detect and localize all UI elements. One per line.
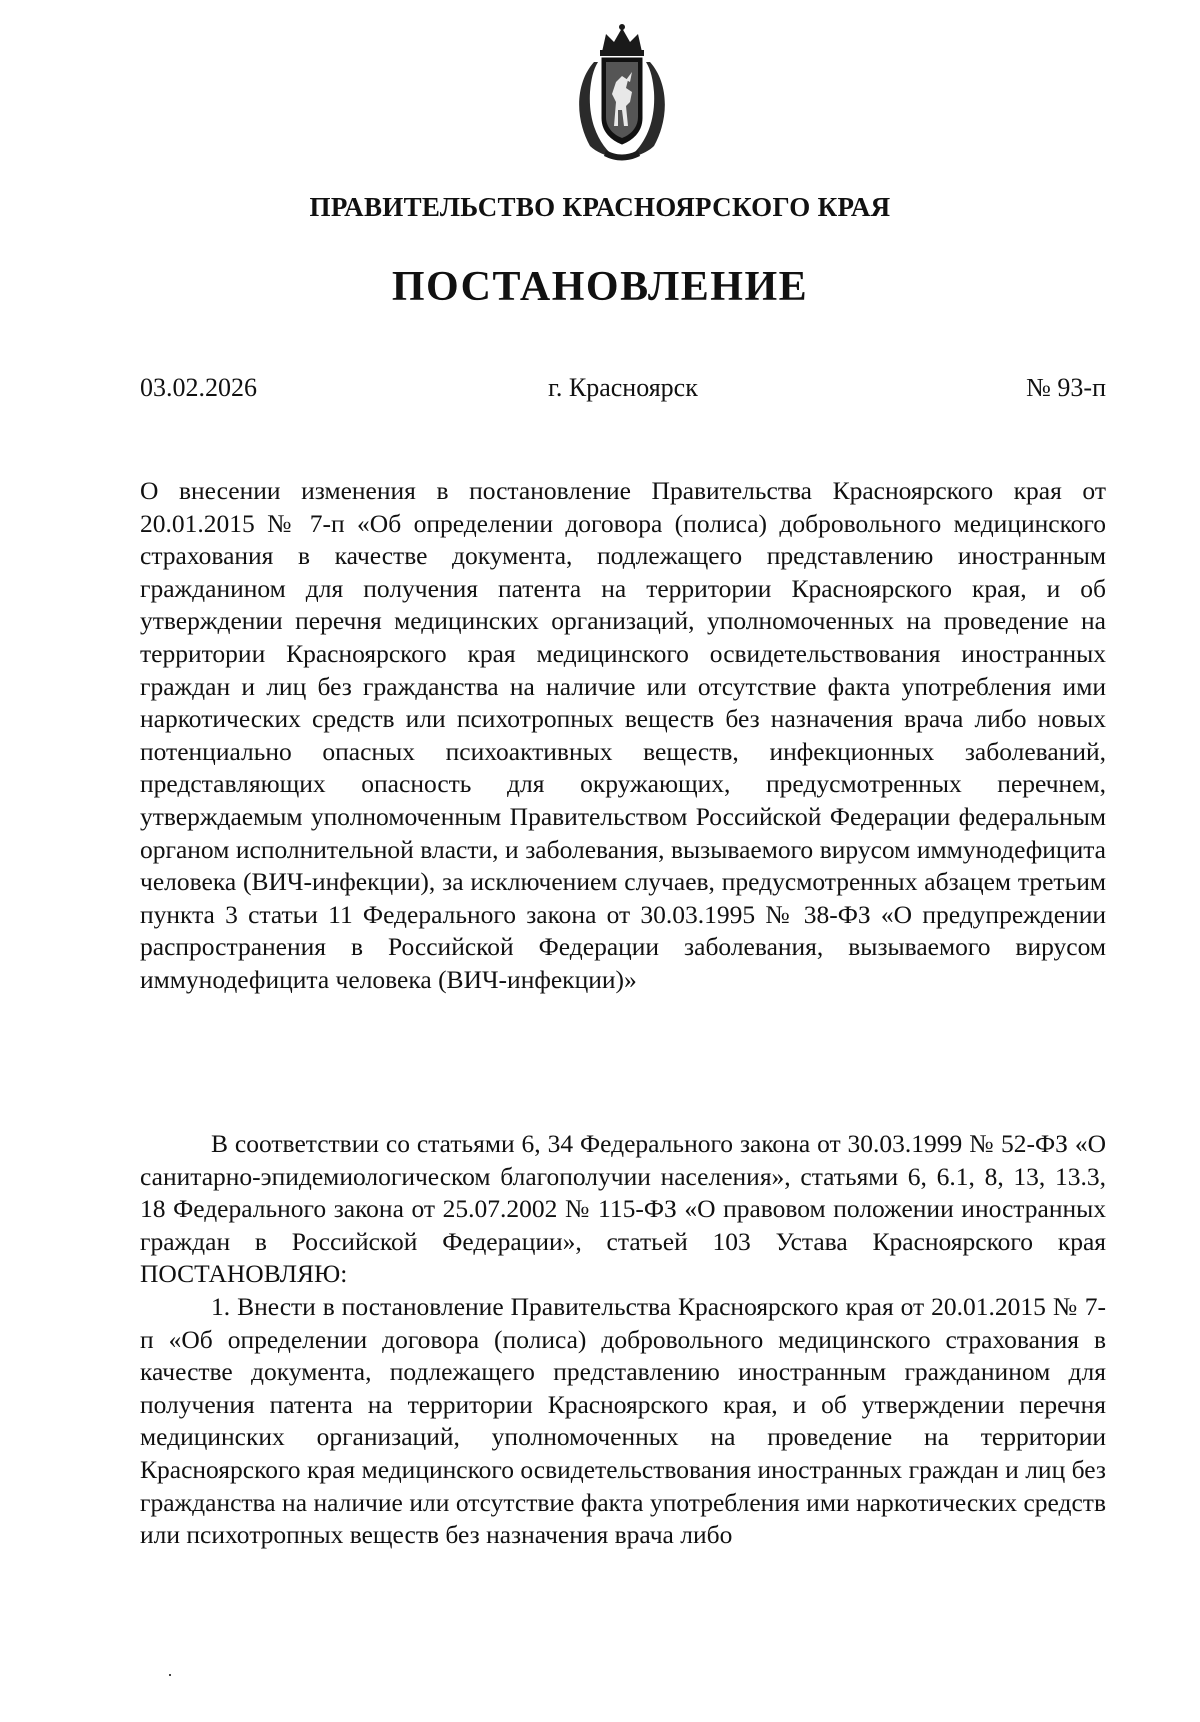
document-meta-row [140, 373, 1106, 407]
document-main-text [140, 1128, 1106, 1552]
document-subject: О внесении изменения в постановление Правительства Красноярского края от 20.01.2015 № 7-п «Об определении договора (полиса) добровольного медицинского страхования в качестве документа, подлежащего представлению иностранным гражданином для получения патента на территории Красноярского края, и об утверждении перечня медицинских организаций, уполномоченных на проведение на территории Красноярского края медицинского освидетельствования иностранных граждан и лиц без гражданства на наличие или отсутствие факта употребления ими наркотических средств или психотропных веществ без назначения врача либо новых потенциально опасных психоактивных веществ, инфекционных заболеваний, представляющих опасность для окружающих, предусмотренных перечнем, утверждаемым уполномоченным Правительством Российской Федерации федеральным органом исполнительной власти, и заболевания, вызываемого вирусом иммунодефицита человека (ВИЧ-инфекции), за исключением случаев, предусмотренных абзацем третьим пункта 3 статьи 11 Федерального закона от 30.03.1995 № 38-ФЗ «О предупреждении распространения в Российской Федерации заболевания, вызываемого вирусом иммунодефицита человека (ВИЧ-инфекции)» [140, 476, 1106, 994]
document-city: г. Красноярск [548, 373, 698, 402]
coat-of-arms-icon [566, 22, 678, 162]
scan-speck [169, 1674, 171, 1676]
document-type-heading: ПОСТАНОВЛЕНИЕ [391, 264, 809, 310]
organization-title: ПРАВИТЕЛЬСТВО КРАСНОЯРСКОГО КРАЯ [309, 192, 891, 222]
item-1-paragraph: 1. Внести в постановление Правительства Красноярского края от 20.01.2015 № 7-п «Об определении договора (полиса) добровольного медицинского страхования в качестве документа, подлежащего представлению иностранным гражданином для получения патента на территории Красноярского края, и об утверждении перечня медицинских организаций, уполномоченных на проведение на территории Красноярского края медицинского освидетельствования иностранных граждан и лиц без гражданства на наличие или отсутствие факта употребления ими наркотических средств или психотропных веществ без назначения врача либо [140, 1291, 1106, 1550]
preamble-paragraph: В соответствии со статьями 6, 34 Федерального закона от 30.03.1999 № 52-ФЗ «О санитарно-эпидемиологическом благополучии населения», статьями 6, 6.1, 8, 13, 13.3, 18 Федерального закона от 25.07.2002 № 115-ФЗ «О правовом положении иностранных граждан в Российской Федерации», статьей 103 Устава Красноярского края ПОСТАНОВЛЯЮ: [140, 1129, 1106, 1289]
document-number: № 93-п [1026, 373, 1106, 402]
document-date: 03.02.2026 [140, 373, 257, 402]
